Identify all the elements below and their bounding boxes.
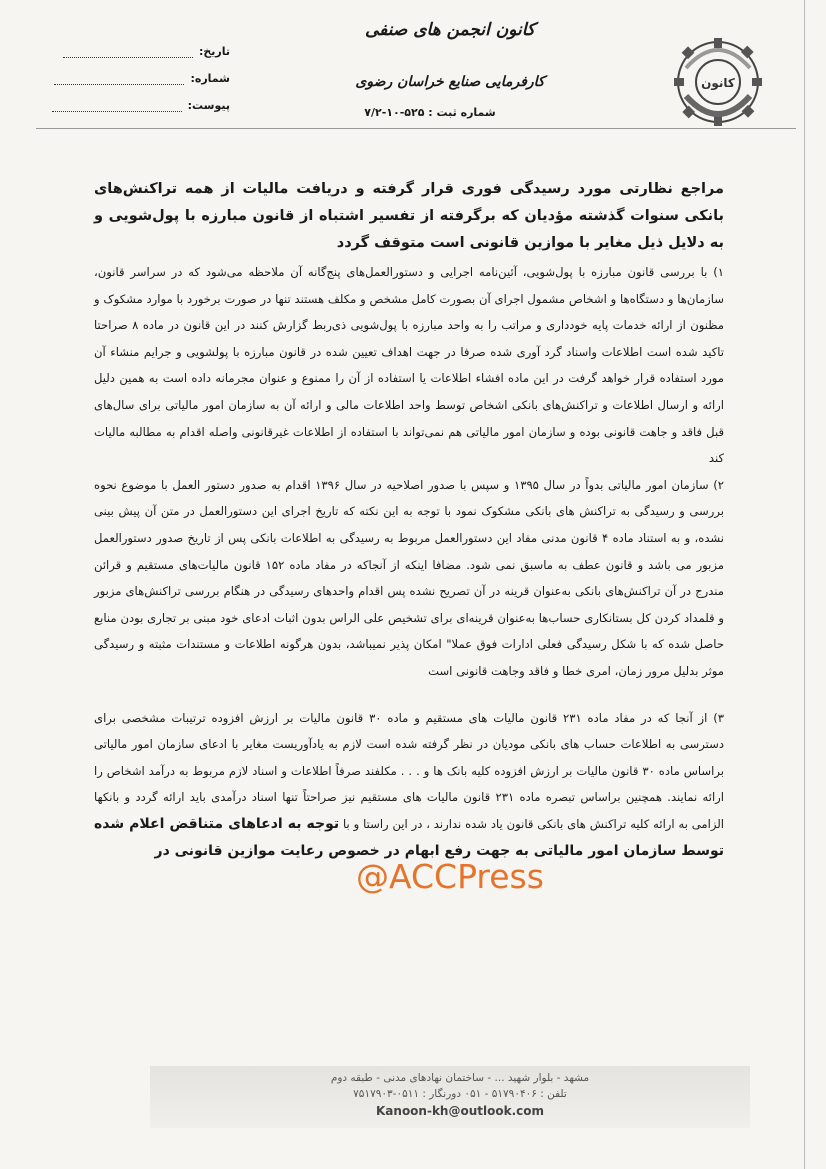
date-label: تاریخ: [198,45,230,58]
attachment-label: پیوست: [187,99,230,112]
footer-address: مشهد - بلوار شهید ... - ساختمان نهادهای مدنی - طبقه دوم [330,1072,590,1084]
attachment-dotted-line [52,99,182,112]
paragraph-3-text: ۳) از آنجا که در مفاد ماده ۲۳۱ قانون مالیات های مستقیم و ماده ۳۰ قانون مالیات بر ارزش افزوده ترتیبات مشخصی برای دسترسی به اطلاعات حساب های بانکی مودیان در نظر گرفته شده است لازم به یادآوریست مغایر با ادعای سازمان امور مالیاتی براساس ماده ۳۰ قانون مالیات بر ارزش افزوده کلیه بانک ها و . . . مکلفند صرفاً اطلاعات و اسناد لازم مربوط به درآمد اشخاص را ارائه نمایند. همچنین براساس تبصره ماده ۲۳۱ قانون مالیات های مستقیم نیز صراحتاً تنها اسناد درآمدی باید ارائه گردد و بانکها الزامی به ارائه کلیه تراکنش های بانکی قانون یاد شده ندارند ، در این راستا و با [94,710,725,831]
paragraph-1: ۱) با بررسی قانون مبارزه با پول‌شویی، آئین‌نامه اجرایی و دستورالعمل‌های پنج‌گانه آن ملاحظه می‌شود که در سراسر قانون، سازمان‌ها و دستگاه‌ها و اشخاص مشمول اجرای آن بصورت کامل مشخص و مکلف هستند تنها در صورت برخورد با موارد مشکوک و مظنون از ارائه خدمات پایه خودداری و مراتب را به واحد مبارزه با پول‌شویی ذی‌ربط گزارش کنند در این قانون در ماده ۸ صراحتا تاکید شده است اطلاعات واسناد گرد آوری شده صرفا در جهت اهداف تعیین شده در قانون مبارزه با پولشویی و جرایم منشاء آن مورد استفاده قرار خواهد گرفت در این ماده افشاء اطلاعات یا استفاده از آن را ممنوع و عنوان مجرمانه داده است به همین دلیل ارائه و ارسال اطلاعات و تراکنش‌های بانکی اشخاص توسط واحد اطلاعات مالی و ارائه آن به سازمان امور مالیاتی برای سال‌های قبل فاقد و جاهت قانونی بوده و سازمان امور مالیاتی هم نمی‌تواند با استفاده از اطلاعات غیرقانونی واصله اقدام به مطالبه مالیات کند [94,265,724,466]
date-dotted-line [63,45,193,58]
gear-logo-icon [672,36,764,128]
paragraph-3 [94,705,724,865]
date-field [40,38,230,65]
scan-edge-line [804,0,805,1169]
letter-footer [180,1070,740,1130]
number-dotted-line [54,72,184,85]
paragraph-2: ۲) سازمان امور مالیاتی بدواً در سال ۱۳۹۵ و سپس با صدور اصلاحیه در سال ۱۳۹۶ اقدام به صدور دستور العمل با موضوع نحوه بررسی و رسیدگی به تراکنش های بانکی مشکوک نمود با توجه به این نکته که تاریخ اجرای این دستورالعمل در متن آن پیش بینی نشده، و به استناد ماده ۴ قانون مدنی مفاد این دستورالعمل مربوط به رسیدگی به اطلاعات بانکی پس از تاریخ صدور دستورالعمل مزبور می باشد و قانون عطف به ماسبق نمی شود. مضافا اینکه از آنجاکه در مفاد ماده ۱۵۲ قانون مالیات‌های مستقیم و قرائن مندرج در آن تراکنش‌های بانکی به‌عنوان قرینه در آن تصریح نشده پس اقدام واحدهای رسیدگی در هنگام بررسی تراکنش‌های مزبور و قلمداد کردن کل بستانکاری حساب‌ها به‌عنوان قرینه‌ای برای تشخیص علی الراس بدون اثبات ادعای خود مبنی بر تجاری بودن منابع حاصل شده که با شکل رسیدگی فعلی ادارات فوق عملا" امکان پذیر نمیباشد، بدون هرگونه اطلاعات و مستندات مثبته و رسیدگی موثر بدلیل مرور زمان، امری خطا و فاقد وجاهت قانونی است [94,477,724,678]
footer-email: Kanoon-kh@outlook.com [376,1104,544,1118]
letter-meta-fields [40,38,230,119]
attachment-field [40,92,230,119]
letter-headline: مراجع نظارتی مورد رسیدگی فوری قرار گرفته و دریافت مالیات از همه تراکنش‌های بانکی سنوات گذشته مؤدیان که برگرفته از تفسیر اشتباه از قانون مبارزه با پول‌شویی و به دلایل ذیل مغایر با موازین قانونی است متوقف گردد [94,181,724,251]
number-label: شماره: [190,72,230,85]
letter-body [94,176,724,865]
organization-title [300,16,600,90]
watermark-text: @ACCPress [356,857,544,896]
registration-number: شماره ثبت : ۵۲۵-۱۰-۷/۲ [364,106,496,119]
paragraph-3-bold-text: توجه به ادعاهای متناقض اعلام شده توسط سازمان امور مالیاتی به جهت رفع ابهام در خصوص رعایت موازین قانونی در [94,815,724,859]
logo-text: کانون [701,76,735,90]
organization-title-line1: کانون انجمن های صنفی [364,20,535,40]
header-divider [36,128,796,129]
letterhead [0,0,826,140]
footer-phone: تلفن : ۵۱۷۹۰۴۰۶ - ۰۵۱ دورنگار : ۰۵۱۱-۷۵۱۷۹۰۳ [353,1088,567,1100]
organization-title-line2: کارفرمایی صنایع خراسان رضوی [355,74,545,90]
number-field [40,65,230,92]
